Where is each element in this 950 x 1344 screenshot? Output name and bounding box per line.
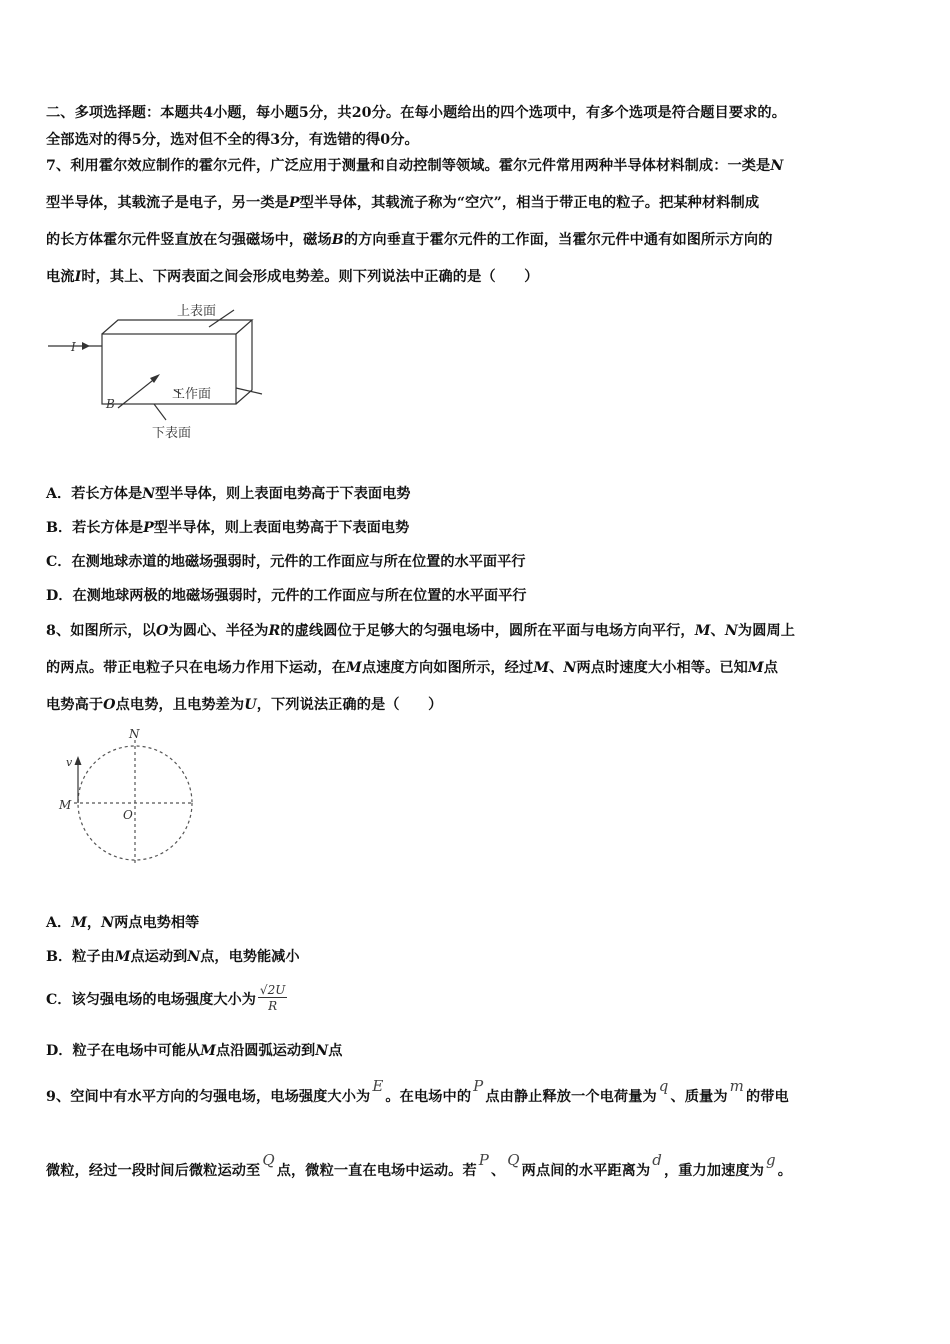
q8-text: 点电势，且电势差为 <box>115 697 245 713</box>
q8-option-b-var: N <box>187 949 201 965</box>
q8-option-b-text: B．粒子由 <box>46 949 115 965</box>
q9-text: 、质量为 <box>670 1089 728 1105</box>
q7-var-i: I <box>74 269 82 285</box>
q9-text: ，重力加速度为 <box>663 1163 764 1179</box>
q8-option-d-text: D．粒子在电场中可能从 <box>46 1043 201 1059</box>
label-field: B <box>106 397 115 411</box>
q8-text: 、 <box>710 623 725 639</box>
q8-text: ，下列说法正确的是（ ） <box>256 697 443 713</box>
q7-text: 电流 <box>46 269 75 285</box>
q8-text: 为圆心、半径为 <box>168 623 269 639</box>
q7-text: 的方向垂直于霍尔元件的工作面，当霍尔元件中通有如图所示方向的 <box>343 232 773 248</box>
label-n: N <box>129 727 140 741</box>
q8-text: 的虚线圆位于足够大的匀强电场中，圆所在平面与电场方向平行， <box>280 623 695 639</box>
q8-text: 电势高于 <box>46 697 104 713</box>
q8-option-d-text: 点 <box>328 1043 343 1059</box>
q8-text: 8、如图所示，以 <box>46 623 156 639</box>
q9-text: 微粒，经过一段时间后微粒运动至 <box>46 1163 261 1179</box>
q7-text: 的长方体霍尔元件竖直放在匀强磁场中，磁场 <box>46 232 332 248</box>
q7-stem-line-1 <box>46 155 783 175</box>
q7-option-a-var: N <box>142 486 156 502</box>
q9-text: 点，微粒一直在电场中运动。若 <box>276 1163 477 1179</box>
q8-option-c-text: C．该匀强电场的电场强度大小为 <box>46 992 256 1008</box>
q7-option-a-text: 型半导体，则上表面电势高于下表面电势 <box>155 486 411 502</box>
q7-text: 时，其上、下两表面之间会形成电势差。则下列说法中正确的是（ ） <box>81 269 539 285</box>
q9-text: 。在电场中的 <box>385 1089 472 1105</box>
bottom-surface-pointer <box>154 404 166 420</box>
q8-text: 点速度方向如图所示，经过 <box>361 660 534 676</box>
q8-var: N <box>563 660 577 676</box>
q8-stem-line-3 <box>46 694 442 714</box>
q7-option-c[interactable]: C．在测地球赤道的地磁场强弱时，元件的工作面应与所在位置的水平面平行 <box>46 554 526 570</box>
q8-text: 的两点。带正电粒子只在电场力作用下运动，在 <box>46 660 347 676</box>
q7-stem-line-2 <box>46 192 759 212</box>
q7-stem-line-3 <box>46 229 773 249</box>
q7-option-b[interactable] <box>46 517 409 537</box>
q7-text: 7、利用霍尔效应制作的霍尔元件，广泛应用于测量和自动控制等领域。霍尔元件常用两种半导体材料制成：一类是 <box>46 158 771 174</box>
q8-option-a-var: N <box>101 915 115 931</box>
q9-math-q-point: Q <box>507 1151 520 1169</box>
q8-option-b-var: M <box>114 949 131 965</box>
velocity-arrow-head <box>75 756 82 765</box>
q8-option-a-var: M <box>71 915 87 931</box>
label-top-surface: 上表面 <box>177 304 217 319</box>
q9-math-q-point: Q <box>262 1151 275 1169</box>
field-strength-fraction <box>258 983 287 1013</box>
q8-option-a-text: 两点电势相等 <box>114 915 200 931</box>
q8-text: 两点时速度大小相等。已知 <box>576 660 748 676</box>
q7-option-b-var: P <box>143 520 154 536</box>
q8-var: O <box>156 623 169 639</box>
q8-option-d-var: N <box>315 1043 329 1059</box>
q9-text: 、 <box>490 1163 506 1179</box>
q8-var: O <box>103 697 116 713</box>
q8-var: M <box>346 660 362 676</box>
q7-option-d[interactable]: D．在测地球两极的地磁场强弱时，元件的工作面应与所在位置的水平面平行 <box>46 588 527 604</box>
q8-option-a-text: ， <box>86 915 102 931</box>
q9-math-e: E <box>372 1077 384 1095</box>
q8-option-d[interactable] <box>46 1040 342 1060</box>
q8-option-d-text: 点沿圆弧运动到 <box>215 1043 316 1059</box>
q9-math-p: P <box>478 1151 489 1169</box>
q9-stem-line-2 <box>46 1151 792 1180</box>
label-work-face: 工作面 <box>172 387 212 402</box>
q9-text: 。 <box>777 1163 792 1179</box>
q8-option-c[interactable] <box>46 985 287 1015</box>
hall-top-face <box>102 320 252 334</box>
q8-option-b-text: 点运动到 <box>130 949 188 965</box>
q8-text: 点 <box>763 660 779 676</box>
q8-option-b[interactable] <box>46 946 300 966</box>
q8-var: M <box>747 660 764 676</box>
label-bottom-surface: 下表面 <box>152 426 192 441</box>
q8-option-b-text: 点，电势能减小 <box>200 949 300 965</box>
q9-stem-line-1 <box>46 1077 789 1106</box>
label-o: O <box>123 808 133 822</box>
q8-option-d-var: M <box>200 1043 216 1059</box>
q8-text: 为圆周上 <box>737 623 796 639</box>
hall-front-face <box>102 334 236 404</box>
q9-math-q: q <box>658 1077 669 1095</box>
q9-math-g: g <box>765 1151 776 1169</box>
q7-var-p: P <box>288 195 300 211</box>
q8-var: U <box>244 697 257 713</box>
q9-math-m: m <box>729 1077 744 1095</box>
q8-text: 、 <box>549 660 564 676</box>
fraction-denominator: R <box>268 999 278 1013</box>
q9-math-p: P <box>473 1077 484 1095</box>
q8-var: M <box>533 660 550 676</box>
label-m: M <box>59 798 72 812</box>
q8-option-a[interactable] <box>46 912 199 932</box>
current-arrow-head <box>82 342 90 350</box>
q8-var: N <box>724 623 738 639</box>
q7-option-a-text: A．若长方体是 <box>46 486 143 502</box>
q7-option-b-text: 型半导体，则上表面电势高于下表面电势 <box>153 520 410 536</box>
q7-stem-line-4 <box>46 266 539 286</box>
q9-text: 点由静止释放一个电荷量为 <box>485 1089 657 1105</box>
section-header-line-2: 全部选对的得5分，选对但不全的得3分，有选错的得0分。 <box>46 132 419 148</box>
fraction-numerator: √2U <box>259 983 286 997</box>
q7-var-b: B <box>331 232 344 248</box>
q7-text: 型半导体，其载流子是电子，另一类是 <box>46 195 289 211</box>
section-header-line-1: 二、多项选择题：本题共4小题，每小题5分，共20分。在每小题给出的四个选项中，有多个选项是符合题目要求的。 <box>46 105 786 121</box>
q9-text: 两点间的水平距离为 <box>521 1163 651 1179</box>
q8-stem-line-2 <box>46 657 778 677</box>
q7-option-a[interactable] <box>46 483 411 503</box>
q8-var: R <box>268 623 281 639</box>
hall-element-figure <box>44 298 274 448</box>
q9-text: 9、空间中有水平方向的匀强电场，电场强度大小为 <box>46 1089 371 1105</box>
q8-stem-line-1 <box>46 620 795 640</box>
q8-option-a-text: A． <box>46 915 72 931</box>
q7-var-n: N <box>770 158 784 174</box>
q8-var: M <box>694 623 711 639</box>
q9-text: 的带电 <box>745 1089 789 1105</box>
label-v: v <box>66 756 73 769</box>
q9-math-d: d <box>652 1151 662 1169</box>
q7-option-b-text: B．若长方体是 <box>46 520 144 536</box>
label-current: I <box>71 340 76 354</box>
electric-field-circle-figure <box>56 726 186 871</box>
q7-text: 型半导体，其载流子称为“空穴”，相当于带正电的粒子。把某种材料制成 <box>299 195 760 211</box>
